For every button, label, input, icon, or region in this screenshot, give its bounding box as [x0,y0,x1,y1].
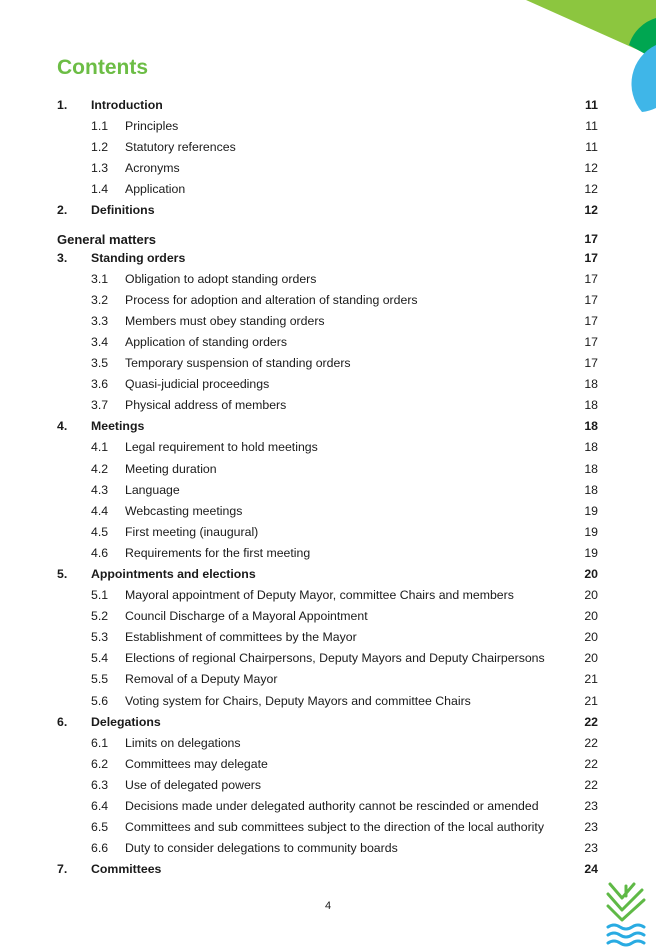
toc-entry-number: 5.3 [91,630,109,645]
contents-title: Contents [57,56,148,79]
toc-entry-page: 19 [584,545,598,560]
toc-entry-page: 20 [584,630,598,645]
toc-sub-entry[interactable] [57,774,598,795]
toc-entry-label: Limits on delegations [125,735,241,750]
toc-entry-page: 22 [584,735,598,750]
toc-entry-number: 6.4 [91,799,109,813]
toc-main-entry[interactable] [57,247,598,268]
toc-entry-label: Use of delegated powers [125,777,262,792]
toc-entry-page: 23 [584,841,598,856]
toc-entry-page: 23 [584,820,598,835]
toc-entry-number: 1.3 [91,161,109,176]
toc-sub-entry[interactable] [57,605,598,626]
toc-entry-number: 4. [57,419,68,434]
toc-sub-entry[interactable] [57,157,598,178]
toc-entry-label: Establishment of committees by the Mayor [125,630,357,645]
toc-entry-label: Delegations [91,714,161,729]
toc-main-entry[interactable] [57,711,598,732]
toc-entry-label: Language [125,482,180,497]
toc-entry-number: 3.1 [91,271,109,286]
toc-entry-page: 22 [584,756,598,771]
council-logo-icon [604,880,648,948]
toc-entry-page: 11 [585,140,598,155]
toc-entry-number: 4.1 [91,440,109,455]
toc-entry-page: 11 [585,98,598,112]
toc-entry-number: 1.4 [91,182,109,197]
toc-entry-page: 18 [584,398,598,413]
toc-sub-entry[interactable] [57,732,598,753]
toc-entry-page: 17 [584,356,598,371]
toc-sub-entry[interactable] [57,795,598,816]
toc-entry-page: 12 [584,203,598,218]
toc-entry-label: Principles [125,119,179,134]
toc-entry-label: Webcasting meetings [125,503,243,518]
toc-entry-page: 18 [584,482,598,497]
toc-entry-page: 18 [584,377,598,392]
toc-main-entry[interactable] [57,858,598,879]
toc-entry-page: 20 [584,588,598,603]
toc-entry-label: Voting system for Chairs, Deputy Mayors and committee Chairs [125,693,471,708]
toc-sub-entry[interactable] [57,584,598,605]
toc-sub-entry[interactable] [57,816,598,837]
toc-entry-page: 17 [584,231,598,246]
toc-entry-label: Decisions made under delegated authority cannot be rescinded or amended [125,799,539,813]
toc-entry-number: 5.4 [91,651,109,666]
toc-entry-number: 5.5 [91,672,109,687]
toc-entry-page: 24 [584,862,598,877]
toc-entry-label: Committees and sub committees subject to the direction of the local authority [125,820,544,835]
toc-entry-label: Temporary suspension of standing orders [125,356,351,371]
toc-entry-number: 4.5 [91,524,109,539]
toc-entry-number: 6.6 [91,841,109,856]
toc-entry-page: 17 [584,313,598,328]
toc-entry-page: 17 [584,250,598,265]
toc-sub-entry[interactable] [57,500,598,521]
toc-main-entry[interactable] [57,563,598,584]
toc-entry-number: 4.6 [91,545,109,560]
toc-sub-entry[interactable] [57,268,598,289]
toc-entry-label: Quasi-judicial proceedings [125,377,270,392]
toc-sub-entry[interactable] [57,331,598,352]
toc-entry-label: Meeting duration [125,461,217,476]
toc-sub-entry[interactable] [57,521,598,542]
corner-blue-shape [631,45,656,112]
toc-entry-number: 3.2 [91,292,109,307]
toc-entry-label: Acronyms [125,161,180,176]
toc-sub-entry[interactable] [57,178,598,199]
toc-entry-number: 1.1 [91,119,109,134]
toc-sub-entry[interactable] [57,458,598,479]
toc-entry-page: 23 [584,799,598,813]
toc-entry-page: 19 [584,503,598,518]
toc-entry-page: 18 [584,419,598,434]
toc-entry-page: 22 [584,777,598,792]
toc-entry-label: Mayoral appointment of Deputy Mayor, committee Chairs and members [125,588,514,603]
toc-section-heading[interactable] [57,221,598,247]
toc-entry-page: 12 [584,182,598,197]
toc-sub-entry[interactable] [57,436,598,457]
toc-entry-number: 3.7 [91,398,109,413]
corner-lime-shape [526,0,656,58]
toc-entry-page: 17 [584,334,598,349]
toc-entry-label: Committees may delegate [125,756,268,771]
toc-entry-page: 19 [584,524,598,539]
toc-entry-label: Requirements for the first meeting [125,545,311,560]
toc-entry-number: 6.1 [91,735,109,750]
toc-entry-label: Introduction [91,98,163,112]
toc-sub-entry[interactable] [57,690,598,711]
toc-entry-label: General matters [57,231,156,247]
toc-entry-label: Statutory references [125,140,236,155]
toc-entry-number: 1.2 [91,140,109,155]
toc-entry-label: Removal of a Deputy Mayor [125,672,278,687]
toc-sub-entry[interactable] [57,837,598,858]
toc-sub-entry[interactable] [57,310,598,331]
toc-entry-page: 20 [584,566,598,581]
toc-sub-entry[interactable] [57,115,598,136]
toc-entry-label: Legal requirement to hold meetings [125,440,318,455]
toc-entry-number: 6.3 [91,777,109,792]
toc-entry-page: 22 [584,714,598,729]
toc-main-entry[interactable] [57,415,598,436]
toc-sub-entry[interactable] [57,373,598,394]
toc-entry-label: Definitions [91,203,155,218]
toc-entry-page: 18 [584,461,598,476]
toc-entry-number: 7. [57,862,68,877]
toc-sub-entry[interactable] [57,668,598,689]
toc-entry-number: 5. [57,566,68,581]
toc-entry-number: 3.4 [91,334,109,349]
toc-entry-page: 20 [584,609,598,624]
toc-entry-label: Physical address of members [125,398,287,413]
toc-sub-entry[interactable] [57,542,598,563]
toc-main-entry[interactable] [57,94,598,115]
toc-entry-number: 3. [57,250,68,265]
toc-entry-page: 17 [584,271,598,286]
toc-entry-label: Committees [91,862,162,877]
toc-entry-number: 4.3 [91,482,109,497]
toc-sub-entry[interactable] [57,394,598,415]
table-of-contents [57,94,598,879]
toc-entry-label: Meetings [91,419,145,434]
page-number: 4 [324,900,332,912]
toc-entry-label: Process for adoption and alteration of standing orders [125,292,418,307]
toc-entry-page: 20 [584,651,598,666]
toc-sub-entry[interactable] [57,136,598,157]
toc-sub-entry[interactable] [57,626,598,647]
toc-entry-page: 17 [584,292,598,307]
toc-entry-number: 4.4 [91,503,109,518]
toc-entry-number: 6.2 [91,756,109,771]
toc-entry-number: 2. [57,203,68,218]
toc-entry-label: Appointments and elections [91,566,256,581]
toc-sub-entry[interactable] [57,479,598,500]
toc-entry-number: 3.6 [91,377,109,392]
toc-sub-entry[interactable] [57,352,598,373]
toc-entry-label: Council Discharge of a Mayoral Appointment [125,609,368,624]
toc-entry-label: Standing orders [91,250,186,265]
toc-entry-page: 21 [584,672,598,687]
toc-entry-number: 5.1 [91,588,109,603]
toc-entry-label: Application [125,182,186,197]
toc-entry-label: Application of standing orders [125,334,288,349]
toc-entry-number: 3.5 [91,356,109,371]
toc-entry-label: Elections of regional Chairpersons, Deputy Mayors and Deputy Chairpersons [125,651,545,666]
toc-entry-number: 1. [57,98,68,112]
toc-entry-page: 11 [585,119,598,134]
toc-entry-number: 3.3 [91,313,109,328]
toc-entry-number: 6.5 [91,820,109,835]
toc-entry-label: First meeting (inaugural) [125,524,259,539]
toc-entry-label: Obligation to adopt standing orders [125,271,317,286]
toc-entry-number: 6. [57,714,68,729]
toc-sub-entry[interactable] [57,289,598,310]
toc-entry-page: 18 [584,440,598,455]
toc-entry-number: 5.2 [91,609,109,624]
toc-sub-entry[interactable] [57,647,598,668]
toc-entry-number: 4.2 [91,461,109,476]
toc-entry-number: 5.6 [91,693,109,708]
toc-entry-page: 12 [584,161,598,176]
toc-entry-page: 21 [584,693,598,708]
toc-main-entry[interactable] [57,199,598,220]
toc-entry-label: Members must obey standing orders [125,313,325,328]
toc-sub-entry[interactable] [57,753,598,774]
toc-entry-label: Duty to consider delegations to community boards [125,841,398,856]
